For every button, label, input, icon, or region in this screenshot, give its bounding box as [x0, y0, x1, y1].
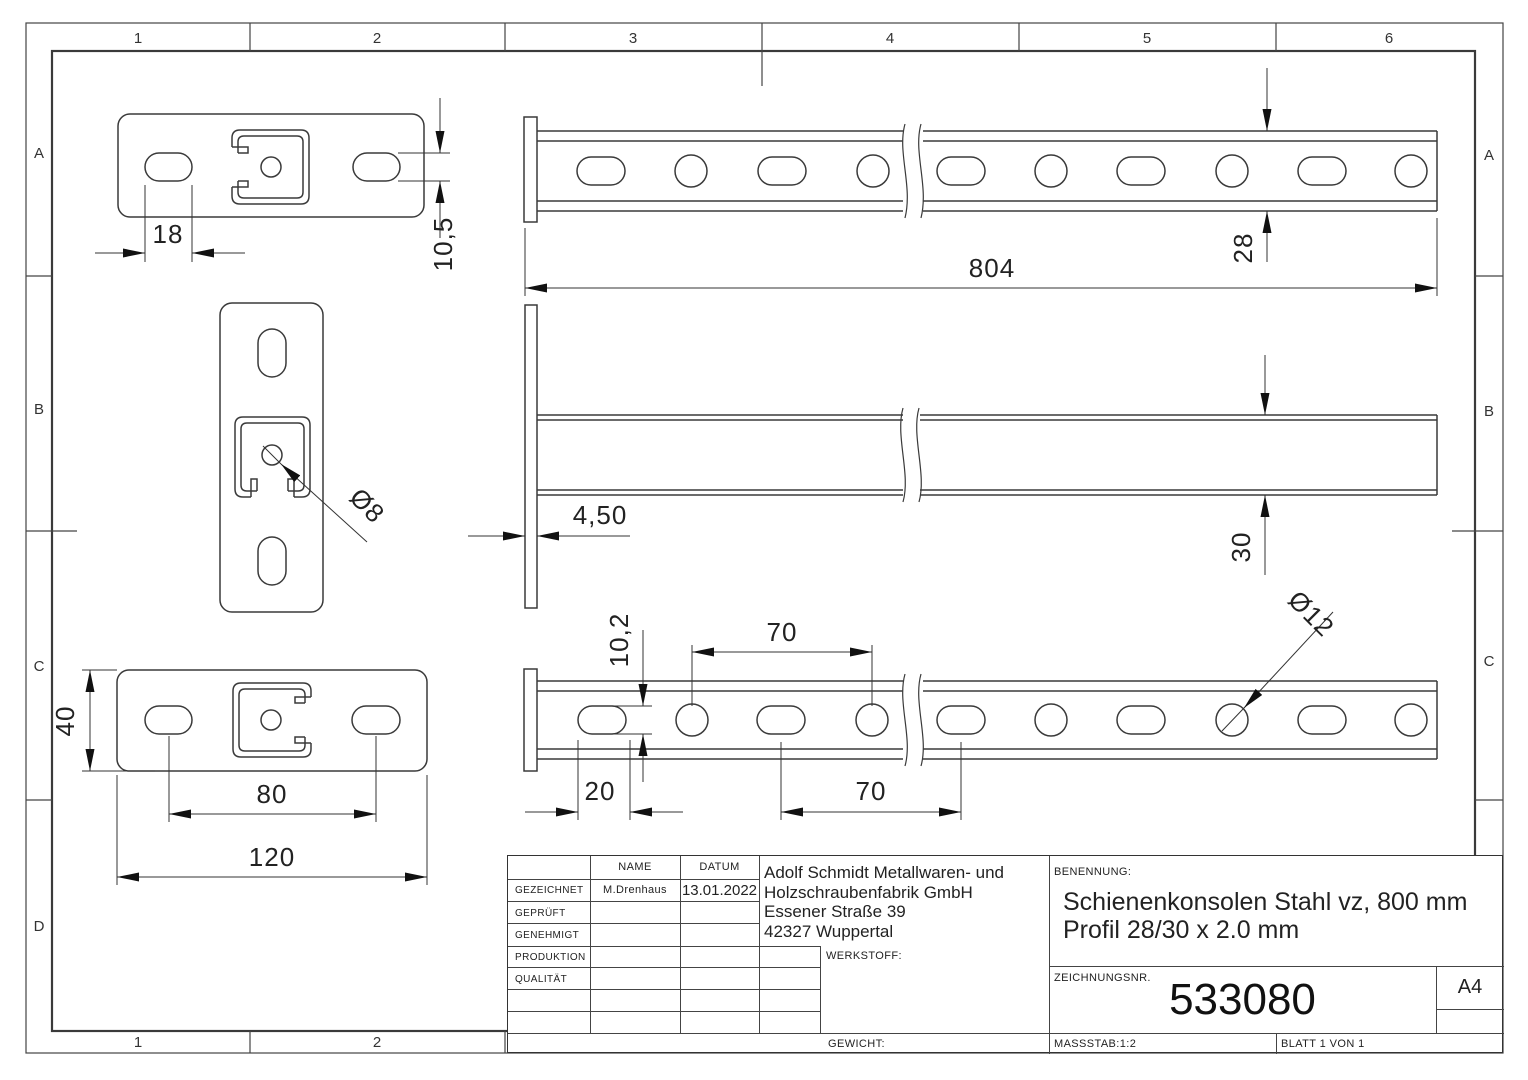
part-title-line2: Profil 28/30 x 2.0 mm — [1063, 916, 1300, 944]
hole — [1035, 155, 1067, 187]
dim-40 — [50, 670, 155, 771]
slot — [352, 706, 400, 734]
clip-outer — [235, 417, 310, 497]
plate-top-view — [118, 114, 424, 217]
company-line: Essener Straße 39 — [764, 902, 906, 921]
gewicht-label: GEWICHT: — [828, 1038, 885, 1050]
paper-format: A4 — [1457, 976, 1483, 998]
drawn-by-name: M.Drenhaus — [603, 884, 667, 896]
col-label: 2 — [372, 30, 382, 47]
end-plate — [524, 117, 537, 222]
row-label: A — [33, 145, 45, 162]
clip-outer — [233, 683, 311, 757]
row-label: B — [1483, 403, 1495, 420]
approval-row-label: GEPRÜFT — [515, 908, 566, 919]
center-hole — [261, 710, 281, 730]
col-label: 4 — [885, 30, 895, 47]
dim-text: 120 — [248, 842, 296, 872]
dim-4-50 — [468, 500, 630, 536]
end-plate — [525, 305, 537, 608]
slot — [353, 153, 400, 181]
rail-edges — [537, 415, 1437, 495]
slot — [1117, 157, 1165, 185]
dim-text: Ø8 — [343, 482, 391, 530]
hole — [676, 704, 708, 736]
hole — [1035, 704, 1067, 736]
row-label: D — [33, 918, 45, 935]
dim-text: 70 — [766, 617, 798, 647]
dim-10-5 — [398, 98, 458, 271]
dim-text: 10,2 — [604, 612, 634, 668]
title-block — [507, 855, 1503, 1053]
hole — [1216, 155, 1248, 187]
zeichnungsnr-label: ZEICHNUNGSNR. — [1054, 972, 1151, 984]
dim-text: 40 — [50, 705, 80, 737]
rail-bottom-view — [524, 669, 1437, 771]
slot — [1298, 706, 1346, 734]
col-label: 1 — [133, 1034, 143, 1051]
rail-edges — [537, 131, 1437, 211]
part-title-line1: Schienenkonsolen Stahl vz, 800 mm — [1063, 888, 1468, 916]
hole — [675, 155, 707, 187]
blatt: BLATT 1 VON 1 — [1281, 1038, 1365, 1050]
dim-text: 18 — [152, 219, 184, 249]
slot — [1298, 157, 1346, 185]
slot — [258, 537, 286, 585]
drawing-number: 533080 — [1169, 975, 1316, 1024]
dim-text: Ø12 — [1282, 584, 1341, 643]
part-title — [1063, 888, 1467, 944]
approval-row-label: QUALITÄT — [515, 974, 568, 985]
slot — [577, 157, 625, 185]
row-label: C — [1483, 653, 1495, 670]
center-hole — [261, 157, 281, 177]
hole — [1395, 155, 1427, 187]
approval-row-label: GENEHMIGT — [515, 930, 580, 941]
row-label: B — [33, 401, 45, 418]
rail-edges — [537, 681, 1437, 759]
col-label: 5 — [1142, 30, 1152, 47]
slot — [937, 706, 985, 734]
clip-lips — [251, 479, 294, 497]
date-header: DATUM — [699, 861, 740, 873]
slot — [757, 706, 805, 734]
dim-text: 70 — [855, 776, 887, 806]
approval-row-label: GEZEICHNET — [515, 885, 584, 896]
rail-side-view — [525, 305, 1437, 608]
break-line — [901, 408, 922, 502]
slot — [937, 157, 985, 185]
company-line: Adolf Schmidt Metallwaren- und — [764, 863, 1005, 882]
company-line: Holzschraubenfabrik GmbH — [764, 882, 973, 902]
dim-70-top — [692, 617, 872, 706]
dim-20 — [525, 740, 683, 820]
plate-front-view — [220, 303, 323, 612]
werkstoff-label: WERKSTOFF: — [826, 950, 902, 962]
hole — [1395, 704, 1427, 736]
clip-lips — [295, 697, 311, 743]
dim-dia8 — [263, 446, 391, 542]
dim-10-2 — [604, 613, 652, 782]
massstab: MASSSTAB:1:2 — [1054, 1038, 1137, 1050]
break-line — [903, 674, 924, 766]
slot — [578, 706, 626, 734]
dim-70-bottom — [781, 742, 961, 820]
company-address — [764, 863, 1004, 941]
rail-top-view — [524, 117, 1437, 222]
clip-lips — [232, 147, 248, 187]
dim-text: 30 — [1226, 531, 1256, 563]
plate-bottom-view — [117, 670, 427, 771]
slot — [258, 329, 286, 377]
end-plate — [524, 669, 537, 771]
company-line: 42327 Wuppertal — [764, 921, 894, 941]
name-header: NAME — [618, 861, 652, 873]
col-label: 1 — [133, 30, 143, 47]
slot — [145, 706, 192, 734]
row-label: A — [1483, 147, 1495, 164]
row-label: C — [33, 658, 45, 675]
dim-80 — [169, 736, 376, 822]
dim-dia12 — [1222, 585, 1340, 731]
col-label: 6 — [1384, 30, 1394, 47]
dim-804 — [525, 218, 1437, 296]
hole — [857, 155, 889, 187]
drawn-date: 13.01.2022 — [681, 882, 758, 899]
col-label: 2 — [372, 1034, 382, 1051]
dim-text: 10,5 — [428, 216, 458, 272]
dim-text: 28 — [1228, 232, 1258, 264]
dim-text: 4,50 — [572, 500, 628, 530]
slot — [1117, 706, 1165, 734]
slot — [758, 157, 806, 185]
clip-inner — [238, 136, 303, 198]
dim-30 — [1226, 355, 1265, 575]
slot — [145, 153, 192, 181]
plate-outline — [117, 670, 427, 771]
dim-text: 80 — [256, 779, 288, 809]
dim-text: 804 — [968, 253, 1016, 283]
dim-text: 20 — [584, 776, 616, 806]
hole — [856, 704, 888, 736]
approval-row-label: PRODUKTION — [515, 952, 586, 963]
clip-outer — [232, 130, 309, 204]
col-label: 3 — [628, 30, 638, 47]
benennung-label: BENENNUNG: — [1054, 866, 1132, 878]
break-line — [903, 124, 924, 218]
